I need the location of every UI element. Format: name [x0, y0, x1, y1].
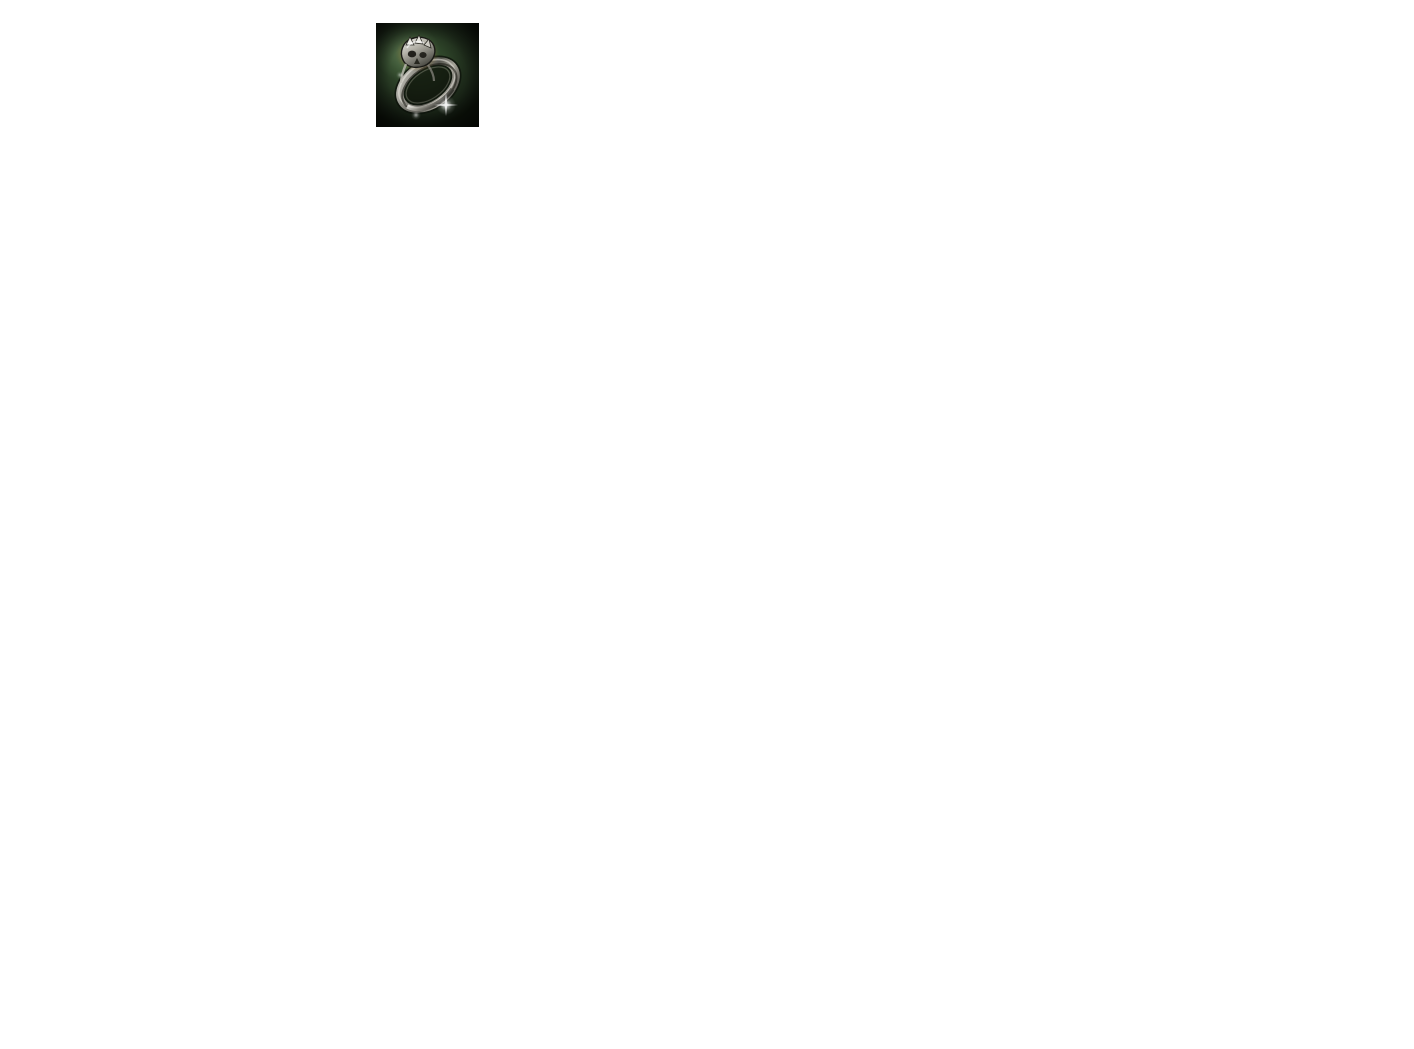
icon-vignette [376, 23, 479, 127]
silver-ring-item-icon[interactable] [376, 23, 479, 127]
